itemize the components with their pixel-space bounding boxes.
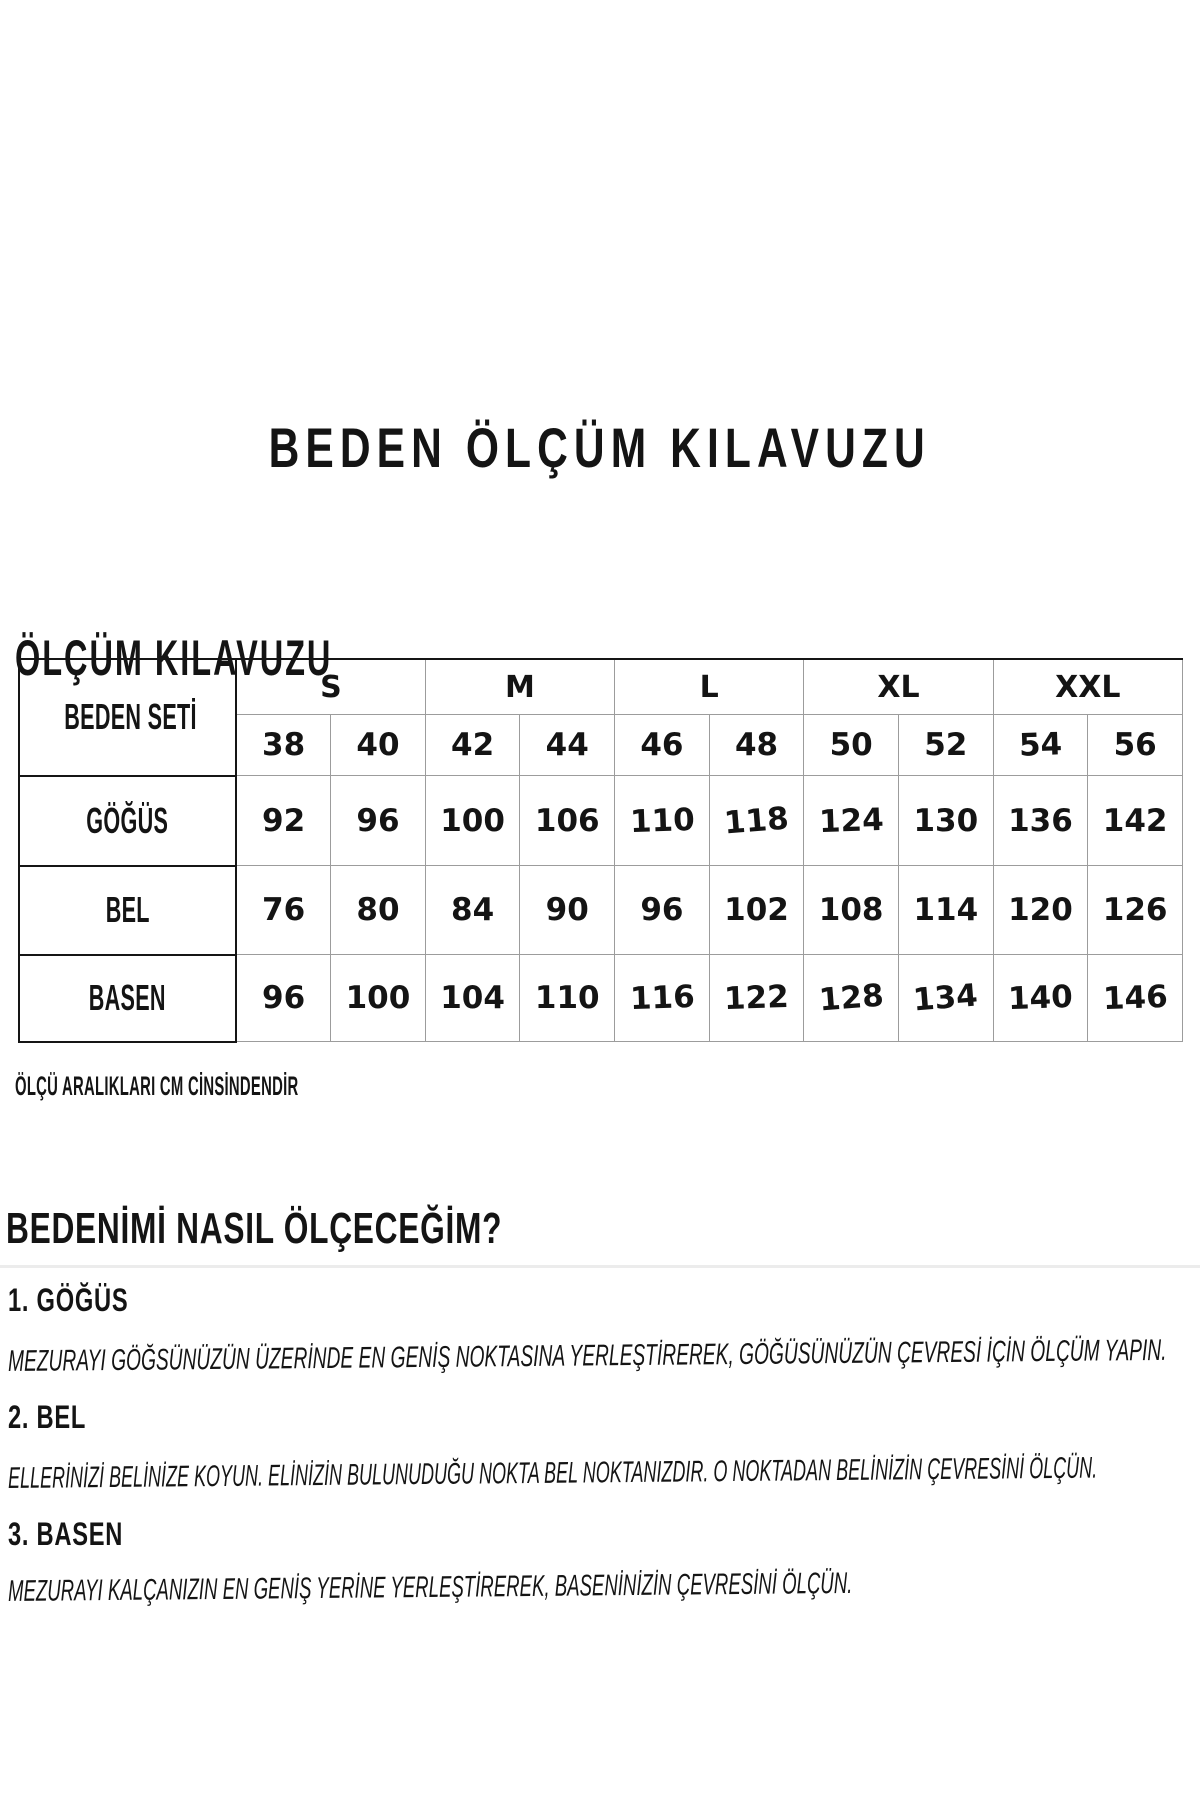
measure-row-label: GÖĞÜS	[19, 776, 236, 866]
size-value: 96	[615, 866, 710, 955]
size-value: 146	[1088, 955, 1183, 1042]
measure-row-chest	[19, 776, 1183, 866]
size-number: 54	[993, 715, 1088, 776]
size-number: 50	[804, 715, 899, 776]
measure-row-label: BASEN	[19, 955, 236, 1042]
size-number: 56	[1088, 715, 1183, 776]
page-title	[0, 415, 1200, 479]
measure-row-hips	[19, 955, 1183, 1042]
size-value: 110	[615, 776, 710, 866]
size-value: 108	[804, 866, 899, 955]
measure-row-waist	[19, 866, 1183, 955]
size-value: 140	[993, 955, 1088, 1042]
step-text-chest: MEZURAYI GÖĞSÜNÜZÜN ÜZERİNDE EN GENİŞ NOKTASINA YERLEŞTİREREK, GÖĞÜSÜNÜZÜN ÇEVRESİ İÇİN ÖLÇÜM YAPIN.	[7, 1333, 1167, 1378]
section-divider	[0, 1265, 1200, 1268]
size-value: 118	[709, 776, 804, 866]
size-value: 124	[804, 776, 899, 866]
size-value: 100	[425, 776, 520, 866]
size-value: 116	[615, 955, 710, 1042]
size-value: 104	[425, 955, 520, 1042]
size-group-m: M	[425, 659, 614, 715]
size-value: 114	[898, 866, 993, 955]
step-title-waist: 2. BEL	[8, 1399, 87, 1435]
size-group-l: L	[615, 659, 804, 715]
step-text-hips: MEZURAYI KALÇANIZIN EN GENİŞ YERİNE YERLEŞTİREREK, BASENİNİZİN ÇEVRESİNİ ÖLÇÜN.	[7, 1566, 853, 1608]
size-value: 96	[236, 955, 331, 1042]
size-group-xxl: XXL	[993, 659, 1182, 715]
size-value: 128	[804, 955, 899, 1042]
size-table	[18, 658, 1183, 1043]
size-number: 38	[236, 715, 331, 776]
size-value: 100	[331, 955, 426, 1042]
table-unit-note: ÖLÇÜ ARALIKLARI CM CİNSİNDENDİR	[15, 1071, 299, 1101]
size-number: 48	[709, 715, 804, 776]
size-value: 84	[425, 866, 520, 955]
measure-guide-heading-text: ÖLÇÜM KILAVUZU	[15, 629, 333, 686]
size-value: 126	[1088, 866, 1183, 955]
size-number: 42	[425, 715, 520, 776]
size-value: 76	[236, 866, 331, 955]
size-number: 52	[898, 715, 993, 776]
size-group-s: S	[236, 659, 425, 715]
size-value: 106	[520, 776, 615, 866]
size-value: 122	[709, 955, 804, 1042]
size-number: 40	[331, 715, 426, 776]
size-table-row-header: BEDEN SETİ	[19, 659, 236, 776]
size-value: 110	[520, 955, 615, 1042]
size-value: 136	[993, 776, 1088, 866]
size-value: 90	[520, 866, 615, 955]
size-group-xl: XL	[804, 659, 993, 715]
size-number: 46	[615, 715, 710, 776]
howto-heading: BEDENİMİ NASIL ÖLÇECEĞİM?	[6, 1204, 503, 1253]
measure-row-label: BEL	[19, 866, 236, 955]
size-value: 130	[898, 776, 993, 866]
size-value: 96	[331, 776, 426, 866]
size-letter-row	[19, 659, 1183, 715]
size-value: 102	[709, 866, 804, 955]
size-value: 92	[236, 776, 331, 866]
step-title-chest: 1. GÖĞÜS	[8, 1282, 129, 1318]
size-value: 142	[1088, 776, 1183, 866]
size-number: 44	[520, 715, 615, 776]
step-text-waist: ELLERİNİZİ BELİNİZE KOYUN. ELİNİZİN BULUNUDUĞU NOKTA BEL NOKTANIZDIR. O NOKTADAN BELİNİZİN ÇEVRESİNİ ÖLÇÜN.	[7, 1451, 1098, 1495]
page-title-text: BEDEN ÖLÇÜM KILAVUZU	[268, 415, 932, 479]
size-value: 80	[331, 866, 426, 955]
size-value: 134	[898, 955, 993, 1042]
size-value: 120	[993, 866, 1088, 955]
step-title-hips: 3. BASEN	[8, 1516, 124, 1552]
